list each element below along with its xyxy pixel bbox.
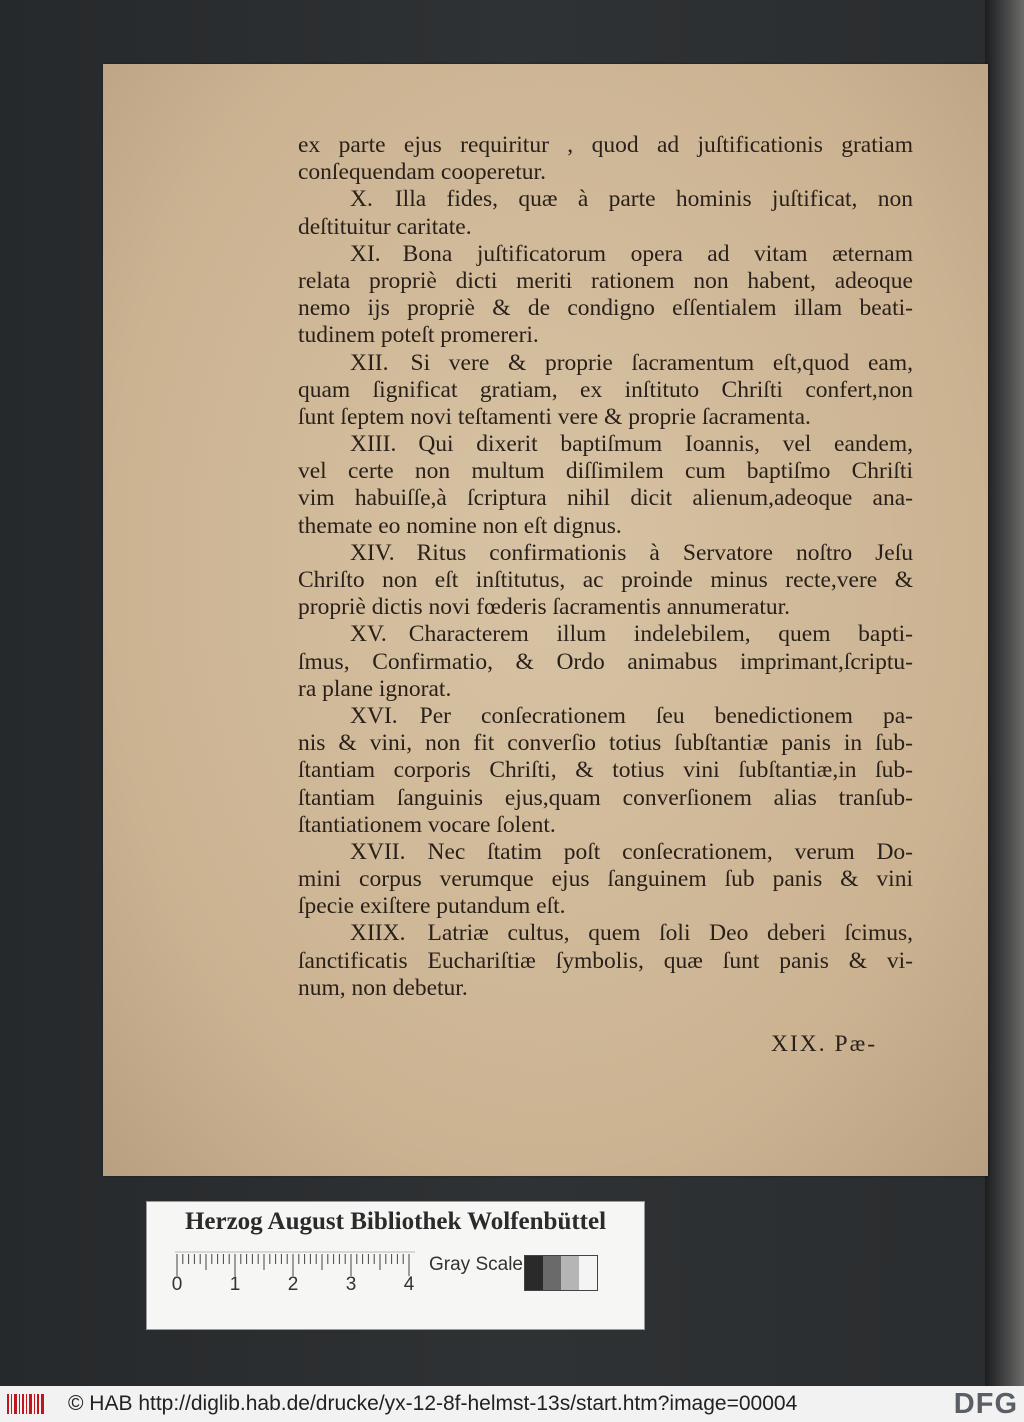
text-line [298,621,913,648]
text-line [298,132,913,159]
ruler [171,1250,415,1295]
thesis-number: XII. [350,349,389,376]
line-text: ſtantiam corporis Chriſti, & totius vini ſubſtantiæ,in ſub- [298,757,913,784]
text-line [298,458,913,485]
line-text: tudinem poteſt promereri. [298,322,539,349]
thesis-number: XVI. [350,702,398,729]
line-text: quam ſignificat gratiam, ex inſtituto Chriſti confert,non [298,376,913,403]
page-text [298,132,913,1002]
line-text: ſanctificatis Euchariſtiæ ſymbolis, quæ ſunt panis & vi- [298,947,913,974]
text-line [298,322,913,349]
line-text: mini corpus verumque ejus ſanguinem ſub panis & vini [298,866,913,893]
text-line [298,730,913,757]
line-text: vim habuiſſe,à ſcriptura nihil dicit alienum,adeoque ana- [298,485,913,512]
text-line [298,159,913,186]
text-line [298,404,913,431]
line-text: conſequendam cooperetur. [298,159,546,186]
line-text: Qui dixerit baptiſmum Ioannis, vel eandem, [418,431,913,458]
gray-scale-label: Gray Scale [429,1254,523,1275]
catchword: XIX. Pæ- [771,1031,878,1057]
gray-swatch [525,1256,543,1290]
line-text: num, non debetur. [298,974,468,1001]
line-text: propriè dictis novi fœderis ſacramentis annumeratur. [298,594,791,621]
text-line [298,214,913,241]
thesis-number: XIV. [350,539,395,566]
line-text: ſpecie exiſtere putandum eſt. [298,893,566,920]
line-text: themate eo nomine non eſt dignus. [298,512,622,539]
ruler-number: 1 [229,1274,241,1295]
ruler-number: 4 [403,1274,415,1295]
text-line [298,975,913,1002]
ruler-number: 0 [171,1274,183,1295]
gray-swatch [579,1256,597,1290]
line-text: Illa fides, quæ à parte hominis juſtificat, non [394,186,913,213]
text-line [298,350,913,377]
text-line [298,295,913,322]
text-line [298,485,913,512]
thesis-number: X. [350,186,373,213]
ruler-number: 3 [345,1274,357,1295]
line-text: Characterem illum indelebilem, quem bapti- [408,621,913,648]
line-text: ſunt ſeptem novi teſtamenti vere & proprie ſacramenta. [298,403,811,430]
text-line [298,186,913,213]
ruler-number: 2 [287,1274,299,1295]
text-line [298,812,913,839]
line-text: ex parte ejus requiritur , quod ad juſtificationis gratiam [298,132,913,158]
text-line [298,431,913,458]
dfg-logo: DFG [953,1388,1018,1420]
text-line [298,649,913,676]
line-text: deſtituitur caritate. [298,213,472,240]
line-text: ſmus, Confirmatio, & Ordo animabus imprimant,ſcriptu- [298,648,913,675]
line-text: ſtantiationem vocare ſolent. [298,811,556,838]
thesis-number: XIII. [350,431,397,458]
color-calibration-bar [146,1201,645,1330]
line-text: Si vere & proprie ſacramentum eſt,quod eam, [410,349,913,376]
text-line [298,703,913,730]
line-text: ſtantiam ſanguinis ejus,quam converſionem alias tranſub- [298,784,913,811]
line-text: Ritus confirmationis à Servatore noſtro Jeſu [416,539,913,566]
line-text: nis & vini, non fit converſio totius ſubſtantiæ panis in ſub- [298,730,913,757]
document-page [103,64,988,1176]
line-text: Latriæ cultus, quem ſoli Deo deberi ſcimus, [427,920,913,947]
line-text: relata propriè dicti meriti rationem non habent, adeoque [298,267,913,294]
text-line [298,676,913,703]
line-text: Nec ſtatim poſt conſecrationem, verum Do- [427,838,913,865]
gray-swatch [543,1256,561,1290]
text-line [298,540,913,567]
text-line [298,948,913,975]
line-text: Bona juſtificatorum opera ad vitam æternam [402,240,913,267]
text-line [298,513,913,540]
book-edge [985,0,1024,1386]
text-line [298,893,913,920]
line-text: Chriſto non eſt inſtitutus, ac proinde minus recte,vere & [298,567,913,593]
text-line [298,839,913,866]
thesis-number: XVII. [350,838,406,865]
text-line [298,920,913,947]
line-text: ra plane ignorat. [298,675,452,702]
barcode-icon [6,1391,46,1417]
text-line [298,268,913,295]
thesis-number: XIIX. [350,920,406,947]
footer-bar [0,1386,1024,1422]
line-text: Per conſecrationem ſeu benedictionem pa- [419,702,913,729]
text-line [298,567,913,594]
text-line [298,757,913,784]
line-text: nemo ijs propriè & de condigno eſſentialem illam beati- [298,295,913,322]
text-line [298,594,913,621]
text-line [298,785,913,812]
text-line [298,866,913,893]
text-line [298,241,913,268]
line-text: vel certe non multum diſſimilem cum baptiſmo Chriſti [298,458,913,485]
thesis-number: XI. [350,240,381,267]
library-name: Herzog August Bibliothek Wolfenbüttel [184,1208,607,1235]
gray-swatch [561,1256,579,1290]
thesis-number: XV. [350,621,387,648]
source-url[interactable]: © HAB http://diglib.hab.de/drucke/yx-12-8f-helmst-13s/start.htm?image=00004 [68,1392,798,1415]
text-line [298,377,913,404]
gray-scale-swatches [524,1255,598,1291]
